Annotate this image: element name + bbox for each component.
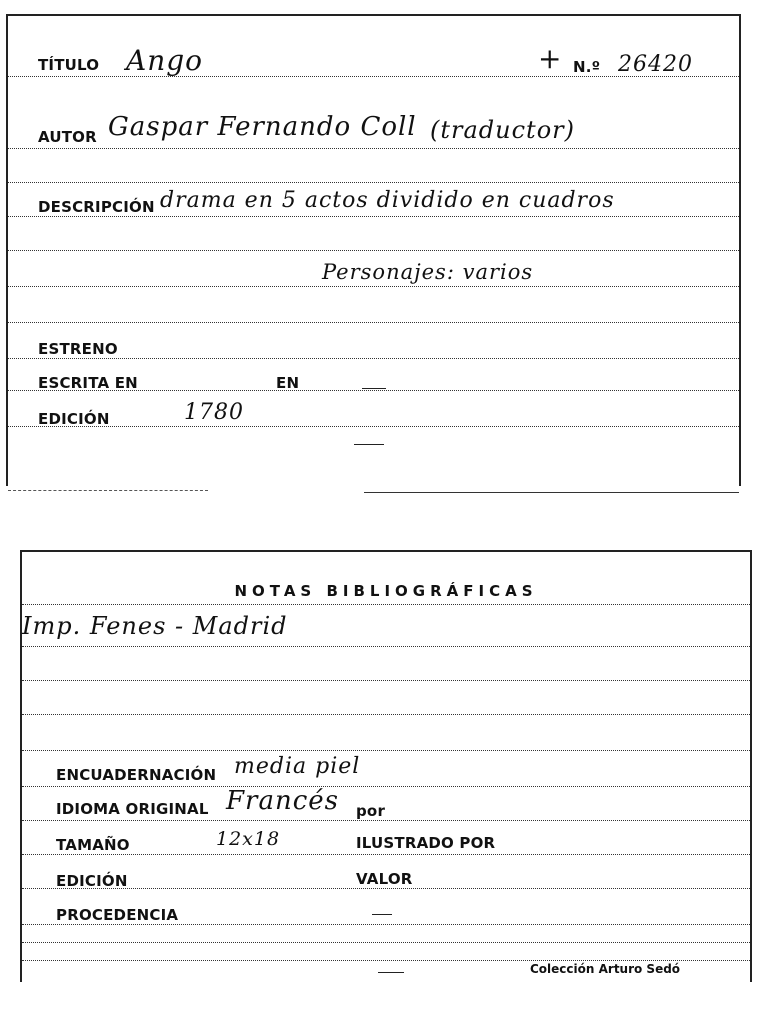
autor-note: (traductor) [430, 116, 575, 144]
descripcion-continued: Personajes: varios [322, 260, 534, 284]
autor-value: Gaspar Fernando Coll [108, 112, 417, 142]
ruled-line [22, 820, 750, 821]
ruled-line [8, 286, 739, 287]
ruled-line [22, 680, 750, 681]
edicion-value: 1780 [184, 400, 244, 425]
por-label: por [356, 802, 386, 820]
idioma-original-value: Francés [226, 786, 340, 816]
ruled-line [22, 786, 750, 787]
estreno-label: ESTRENO [38, 340, 118, 358]
idioma-original-label: IDIOMA ORIGINAL [56, 800, 209, 818]
ruled-line [22, 646, 750, 647]
encuadernacion-value: media piel [234, 754, 361, 779]
collection-footer: Colección Arturo Sedó [530, 962, 681, 976]
descripcion-label: DESCRIPCIÓN [38, 198, 155, 216]
ruled-line [8, 250, 739, 251]
ruled-line [22, 924, 750, 925]
ruled-line [22, 750, 750, 751]
ruled-line [22, 714, 750, 715]
scratch-mark [8, 490, 208, 491]
ruled-line [22, 942, 750, 943]
ilustrado-por-label: ILUSTRADO POR [356, 834, 496, 852]
tamano-value: 12x18 [216, 828, 281, 850]
tamano-label: TAMAÑO [56, 836, 130, 854]
ruled-line [22, 604, 750, 605]
titulo-label: TÍTULO [38, 56, 100, 74]
en-label: EN [276, 374, 300, 392]
cross-mark: + [538, 42, 563, 75]
ruled-line [8, 426, 739, 427]
number-label: N.º [573, 58, 601, 76]
scratch-mark [364, 492, 739, 493]
catalog-card-bottom [20, 550, 752, 982]
ruled-line [8, 358, 739, 359]
escrita-en-label: ESCRITA EN [38, 374, 138, 392]
autor-label: AUTOR [38, 128, 97, 146]
ruled-line [8, 216, 739, 217]
ruled-line [8, 322, 739, 323]
ruled-line [22, 854, 750, 855]
edicion-label: EDICIÓN [38, 410, 110, 428]
descripcion-value: drama en 5 actos dividido en cuadros [160, 188, 615, 213]
edicion-label: EDICIÓN [56, 872, 128, 890]
scratch-mark [372, 914, 392, 915]
bibliographic-note: Imp. Fenes - Madrid [22, 612, 288, 640]
scratch-mark [378, 972, 404, 973]
ruled-line [8, 148, 739, 149]
titulo-value: Ango [126, 44, 204, 77]
ruled-line [22, 960, 750, 961]
ruled-line [22, 888, 750, 889]
scratch-mark [354, 444, 384, 445]
catalog-card-top [6, 14, 741, 486]
bibliographic-notes-heading: NOTAS BIBLIOGRÁFICAS [234, 582, 538, 600]
procedencia-label: PROCEDENCIA [56, 906, 179, 924]
valor-label: VALOR [356, 870, 413, 888]
scratch-mark [362, 388, 386, 389]
encuadernacion-label: ENCUADERNACIÓN [56, 766, 217, 784]
number-value: 26420 [618, 52, 693, 77]
ruled-line [8, 182, 739, 183]
